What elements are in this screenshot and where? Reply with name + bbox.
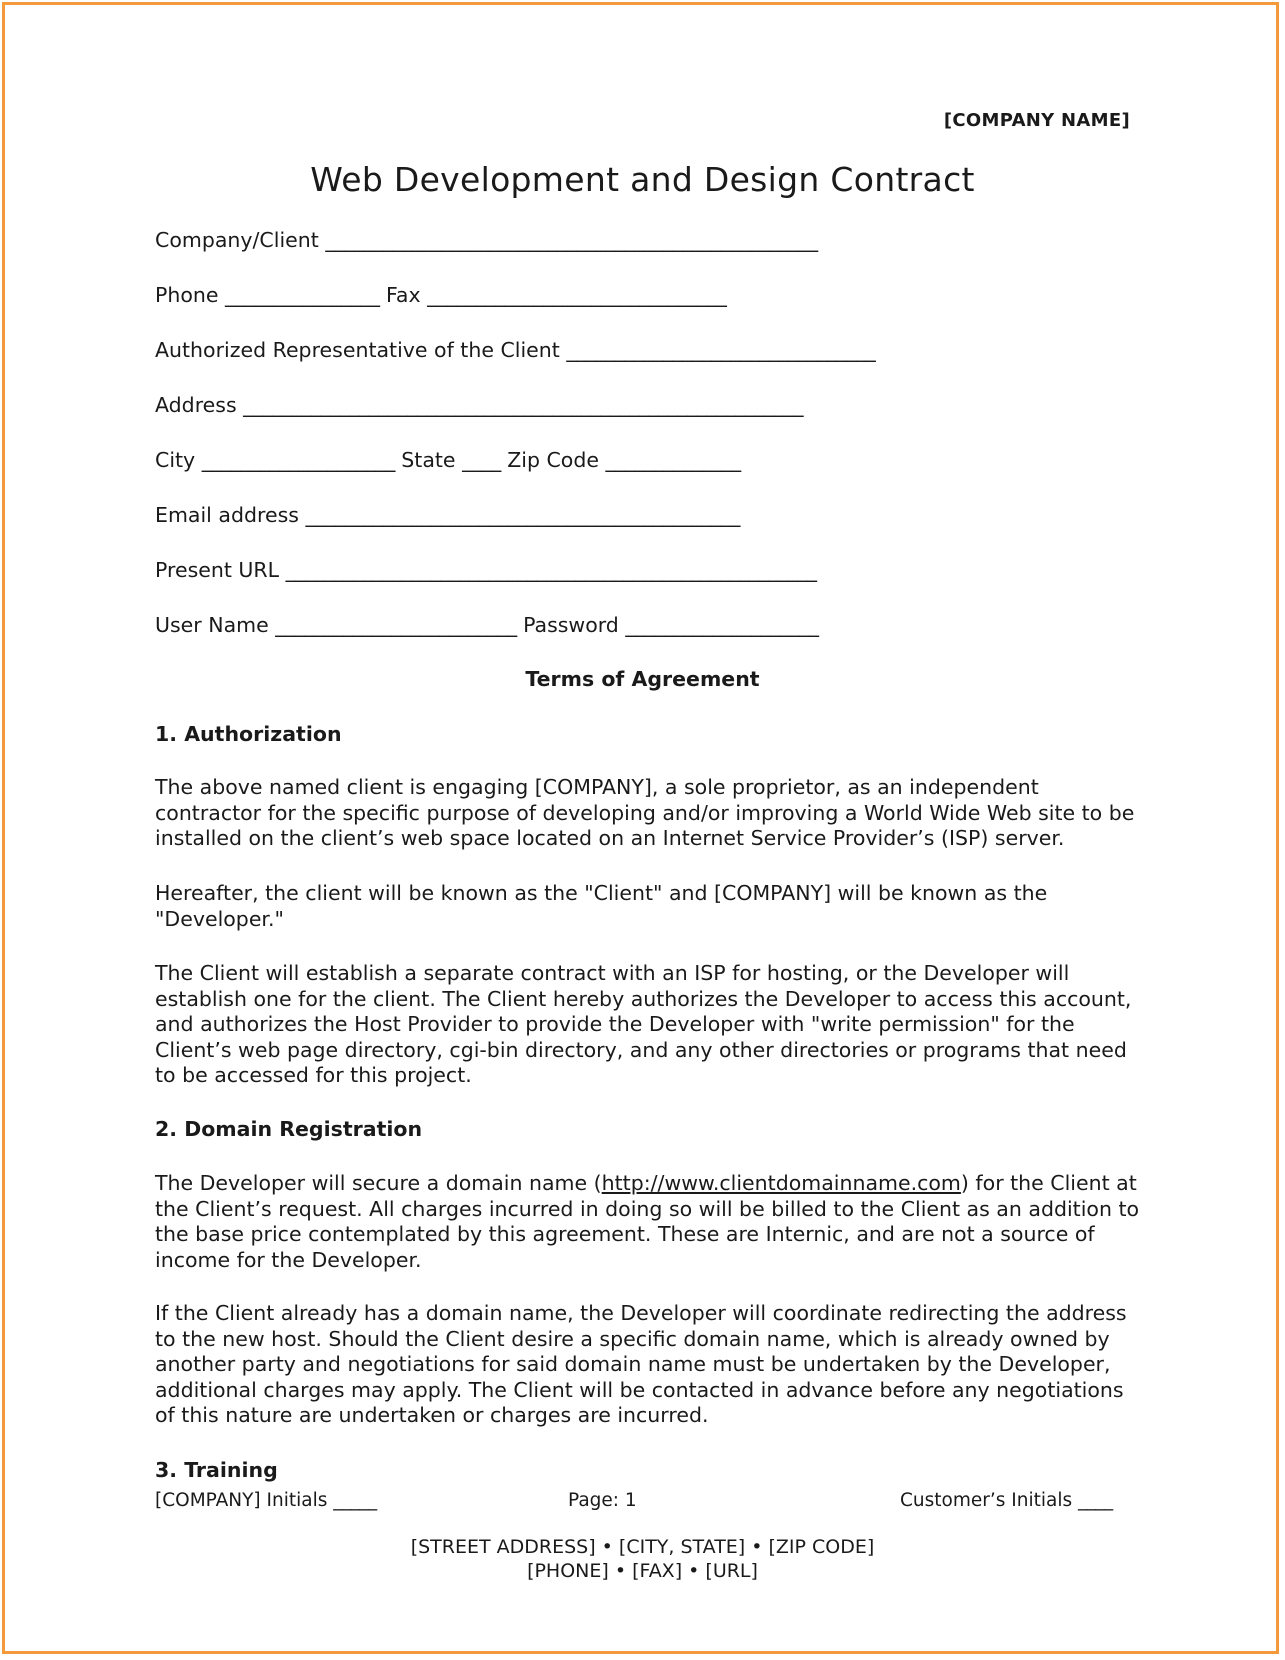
terms-heading: Terms of Agreement [525,667,760,691]
section-training-heading: 3. Training [155,1458,278,1482]
customer-initials [900,1490,1113,1511]
phone-fax-row [155,283,726,307]
user-password-row [155,613,818,637]
company-client-label: Company/Client [155,228,319,252]
authorized-rep-blank: ________________________________ [566,338,876,362]
user-name-label: User Name [155,613,269,637]
company-initials [155,1490,377,1511]
user-name-blank: _________________________ [275,613,517,637]
phone-blank: ________________ [225,283,380,307]
company-name-header: [COMPANY NAME] [943,110,1130,131]
phone-label: Phone [155,283,219,307]
email-label: Email address [155,503,299,527]
customer-initials-blank: ____ [1077,1490,1113,1511]
section-domain-heading: 2. Domain Registration [155,1117,423,1141]
address-row [155,393,803,417]
password-blank: ____________________ [625,613,819,637]
domain-paragraph-1-start: The Developer will secure a domain name ( [155,1171,602,1195]
zip-blank: ______________ [605,448,741,472]
authorized-rep-row [155,338,875,362]
company-initials-label: [COMPANY] Initials [155,1490,328,1511]
present-url-row [155,558,816,582]
company-client-blank: ___________________________________________________ [325,228,818,252]
present-url-blank: _______________________________________________________ [285,558,817,582]
section-authorization-heading: 1. Authorization [155,722,342,746]
address-label: Address [155,393,237,417]
domain-paragraph-2: If the Client already has a domain name, the Developer will coordinate redirecting the address to the new host. Should the Client desire a specific domain name, which is already owned by another party and negotiations for said domain name must be undertaken by the Developer, additional charges may apply. The Client will be contacted in advance before any negotiations of this nature are undertaken or charges are incurred. [155,1301,1127,1427]
email-blank: _____________________________________________ [305,503,740,527]
email-row [155,503,740,527]
fax-label: Fax [385,283,421,307]
password-label: Password [523,613,619,637]
city-state-zip-row [155,448,741,472]
page-title: Web Development and Design Contract [310,160,975,199]
authorization-paragraph-3: The Client will establish a separate contract with an ISP for hosting, or the Developer will establish one for the client. The Client hereby authorizes the Developer to access this account, and authorizes the Host Provider to provide the Developer with "write permission" for the Client’s web page directory, cgi-bin directory, and any other directories or programs that need to be accessed for this project. [155,961,1132,1087]
authorization-paragraph-2: Hereafter, the client will be known as the "Client" and [COMPANY] will be known as the "Developer." [155,881,1048,931]
footer-address-line-2: [PHONE] • [FAX] • [URL] [527,1560,758,1582]
state-blank: ____ [462,448,501,472]
footer-address-line-1: [STREET ADDRESS] • [CITY, STATE] • [ZIP CODE] [410,1536,875,1558]
state-label: State [401,448,456,472]
present-url-label: Present URL [155,558,280,582]
fax-blank: _______________________________ [427,283,727,307]
zip-label: Zip Code [507,448,599,472]
client-domain-link[interactable]: http://www.clientdomainname.com [601,1171,961,1195]
company-client-row [155,228,817,252]
authorization-paragraph-1: The above named client is engaging [COMPANY], a sole proprietor, as an independent contractor for the specific purpose of developing and/or improving a World Wide Web site to be installed on the client’s web space located on an Internet Service Provider’s (ISP) server. [155,775,1135,850]
city-blank: ____________________ [201,448,395,472]
city-label: City [155,448,196,472]
domain-paragraph-1 [155,1171,1145,1273]
company-initials-blank: _____ [333,1490,377,1511]
customer-initials-label: Customer’s Initials [900,1490,1073,1511]
page-number: Page: 1 [568,1490,637,1511]
authorized-rep-label: Authorized Representative of the Client [155,338,560,362]
address-blank: __________________________________________________________ [243,393,803,417]
domain-paragraph-1-end: ) for the Client at the Client’s request. All charges incurred in doing so will be billed to the Client as an addition to the base price contemplated by this agreement. These are Internic, and are not a source of income for the Developer. [155,1171,1140,1272]
